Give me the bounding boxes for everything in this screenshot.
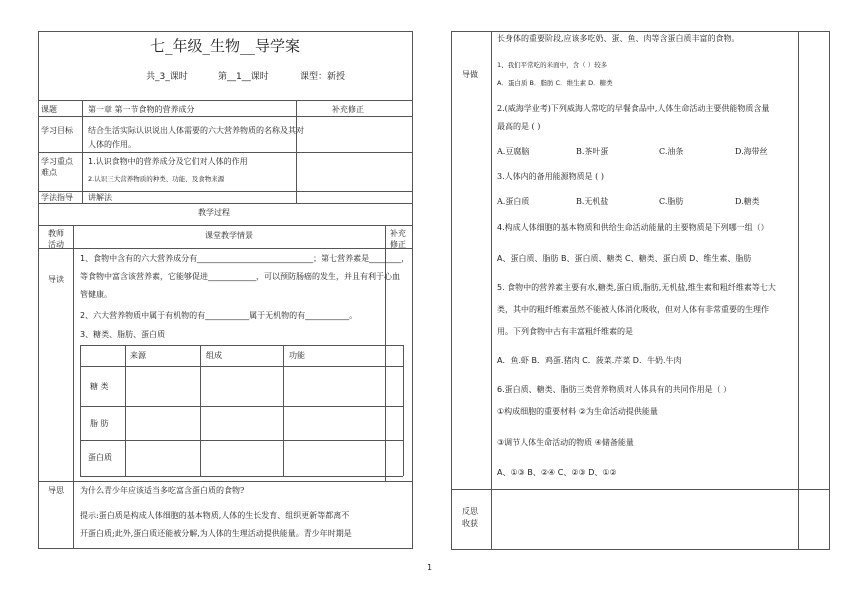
key-point-2: 2.认识三大营养物质的种类、功能、及食物来源 <box>88 175 225 183</box>
guide-think-label: 导思 <box>48 486 64 495</box>
row-header: 脂 肪 <box>90 419 109 428</box>
q1-text: 1、我们平常吃的米面中，含（ ）较多 <box>497 61 608 69</box>
rule <box>38 481 412 482</box>
q2-line: 2、六大营养物质中属于有机物的有___________属于无机物的有___________。 <box>80 311 358 320</box>
guide-read-label: 导读 <box>48 275 64 284</box>
rule <box>80 406 403 407</box>
rule <box>451 31 830 32</box>
q2-text: 2.(威海学业考)下列威海人常吃的早餐食品中,人体生命活动主要供能物质含量 <box>497 104 770 113</box>
rule <box>283 345 284 476</box>
q3-text: 3.人体内的备用能源物质是 ( ) <box>497 172 604 181</box>
q2-option: A.豆腐脑 <box>497 147 530 156</box>
fix-header: 补充 <box>390 229 406 238</box>
q1-options: A．蛋白质 B．脂肪 C．维生素 D．糖类 <box>497 79 613 87</box>
col-header: 组成 <box>206 351 222 360</box>
method-value: 讲解法 <box>88 193 112 202</box>
think-hint-2: 开蛋白质;此外,蛋白质还能被分解,为人体的生理活动提供能量。青少年时期是 <box>80 529 352 538</box>
q5-text-1: 5. 食物中的营养素主要有水,糖类,蛋白质,脂肪,无机盐,维生素和粗纤维素等七大 <box>497 283 776 292</box>
row-header: 蛋白质 <box>88 453 112 462</box>
q3-line: 3、糖类、脂肪、蛋白质 <box>80 330 166 339</box>
method-label: 学法指导 <box>41 193 73 202</box>
q6-statements-1: ①构成细胞的重要材料 ②为生命活动提供能量 <box>497 407 658 416</box>
q4-options: A、蛋白质、脂肪 B、蛋白质、糖类 C、糖类、蛋白质 D、维生素、脂肪 <box>497 254 752 263</box>
rule <box>80 345 403 346</box>
goal-value: 结合生活实际认识说出人体需要的六大营养物质的名称及其对 <box>88 126 304 135</box>
rule <box>451 31 452 549</box>
teacher-header: 教师 <box>48 229 64 238</box>
q2-option: C.油条 <box>659 147 684 156</box>
q1-line-1: 1、食物中含有的六大营养成分有_____________________________；第七营养素是________， <box>80 254 410 263</box>
continued-text: 长身体的重要阶段,应该多吃奶、蛋、鱼、肉等含蛋白质丰富的食物。 <box>497 34 740 43</box>
rule <box>80 345 81 476</box>
rule <box>412 31 413 549</box>
reflect-label: 反思 <box>462 507 478 516</box>
key-label-2: 难点 <box>41 168 57 177</box>
q3-option: B.无机盐 <box>576 197 609 206</box>
rule <box>829 31 830 549</box>
rule <box>38 31 412 32</box>
rule <box>38 31 39 549</box>
guide-do-label: 导做 <box>462 70 478 79</box>
think-question: 为什么青少年应该适当多吃富含蛋白质的食物? <box>80 486 245 495</box>
rule <box>80 440 403 441</box>
rule <box>451 549 830 550</box>
rule <box>82 100 83 203</box>
process-heading: 教学过程 <box>198 208 230 217</box>
fix-header-2: 修正 <box>390 240 406 249</box>
page-title: 七_年级_生物__导学案 <box>150 37 301 55</box>
reflect-label-2: 收获 <box>462 519 478 528</box>
q6-options: A、①③ B、②④ C、②③ D、①② <box>497 468 617 477</box>
rule <box>38 152 412 153</box>
total-periods: 共_3_课时 <box>146 72 188 82</box>
rule <box>38 225 412 226</box>
q6-text: 6.蛋白质、糖类、脂肪三类营养物质对人体具有的共同作用是（ ） <box>497 385 732 394</box>
situation-header: 课堂教学情景 <box>205 231 253 240</box>
rule <box>125 345 126 476</box>
q6-statements-2: ③调节人体生命活动的物质 ④储备能量 <box>497 438 634 447</box>
key-point-1: 1.认识食物中的营养成分及它们对人体的作用 <box>88 157 248 166</box>
q3-option: D.糖类 <box>735 197 760 206</box>
q1-line-2: 等食物中富含该营养素，它能够促进____________，可以预防肠癌的发生，并且有利于心血 <box>80 272 400 281</box>
rule <box>80 476 403 477</box>
goal-label: 学习目标 <box>41 126 73 135</box>
col-header: 来源 <box>130 351 146 360</box>
page-number: 1 <box>427 563 433 572</box>
rule <box>451 489 830 490</box>
period-number: 第__1__课时 <box>218 72 269 82</box>
topic-value: 第一章 第一节食物的营养成分 <box>88 105 195 114</box>
topic-label: 课题 <box>41 105 57 114</box>
q3-option: A.蛋白质 <box>497 197 530 206</box>
rule <box>38 203 412 204</box>
supplement-header: 补充修正 <box>332 105 364 114</box>
lesson-type: 课型：新授 <box>300 72 346 82</box>
q1-line-3: 管健康。 <box>80 290 112 299</box>
rule <box>38 100 412 101</box>
rule <box>38 548 412 549</box>
col-header: 功能 <box>289 351 305 360</box>
row-header: 糖 类 <box>90 382 109 391</box>
rule <box>296 100 297 203</box>
q5-text-2: 类，其中的粗纤维素虽然不能被人体消化吸收，但对人体有非常重要的生理作 <box>497 305 769 314</box>
rule <box>798 31 799 549</box>
q2-text-2: 最高的是 ( ) <box>497 122 541 131</box>
q5-options: A．鱼.虾 B．鸡蛋.猪肉 C．菠菜.芹菜 D．牛奶.牛肉 <box>497 356 682 365</box>
q4-text: 4.构成人体细胞的基本物质和供给生命活动能量的主要物质是下列哪一组（） <box>497 223 769 232</box>
key-label: 学习重点 <box>41 157 73 166</box>
q5-text-3: 用。下列食物中古有丰富粗纤维素的是 <box>497 327 633 336</box>
rule <box>38 116 412 117</box>
rule <box>38 248 412 249</box>
goal-value-2: 人体的作用。 <box>88 140 136 149</box>
teacher-header-2: 活动 <box>48 240 64 249</box>
q2-option: B.茶叶蛋 <box>576 147 609 156</box>
rule <box>80 366 403 367</box>
think-hint-1: 提示:蛋白质是构成人体细胞的基本物质,人体的生长发育、组织更新等都离不 <box>80 511 350 520</box>
rule <box>491 31 492 549</box>
q3-option: C.脂肪 <box>659 197 684 206</box>
q2-option: D.海带丝 <box>735 147 768 156</box>
rule <box>73 225 74 548</box>
rule <box>200 345 201 476</box>
rule <box>403 345 404 476</box>
